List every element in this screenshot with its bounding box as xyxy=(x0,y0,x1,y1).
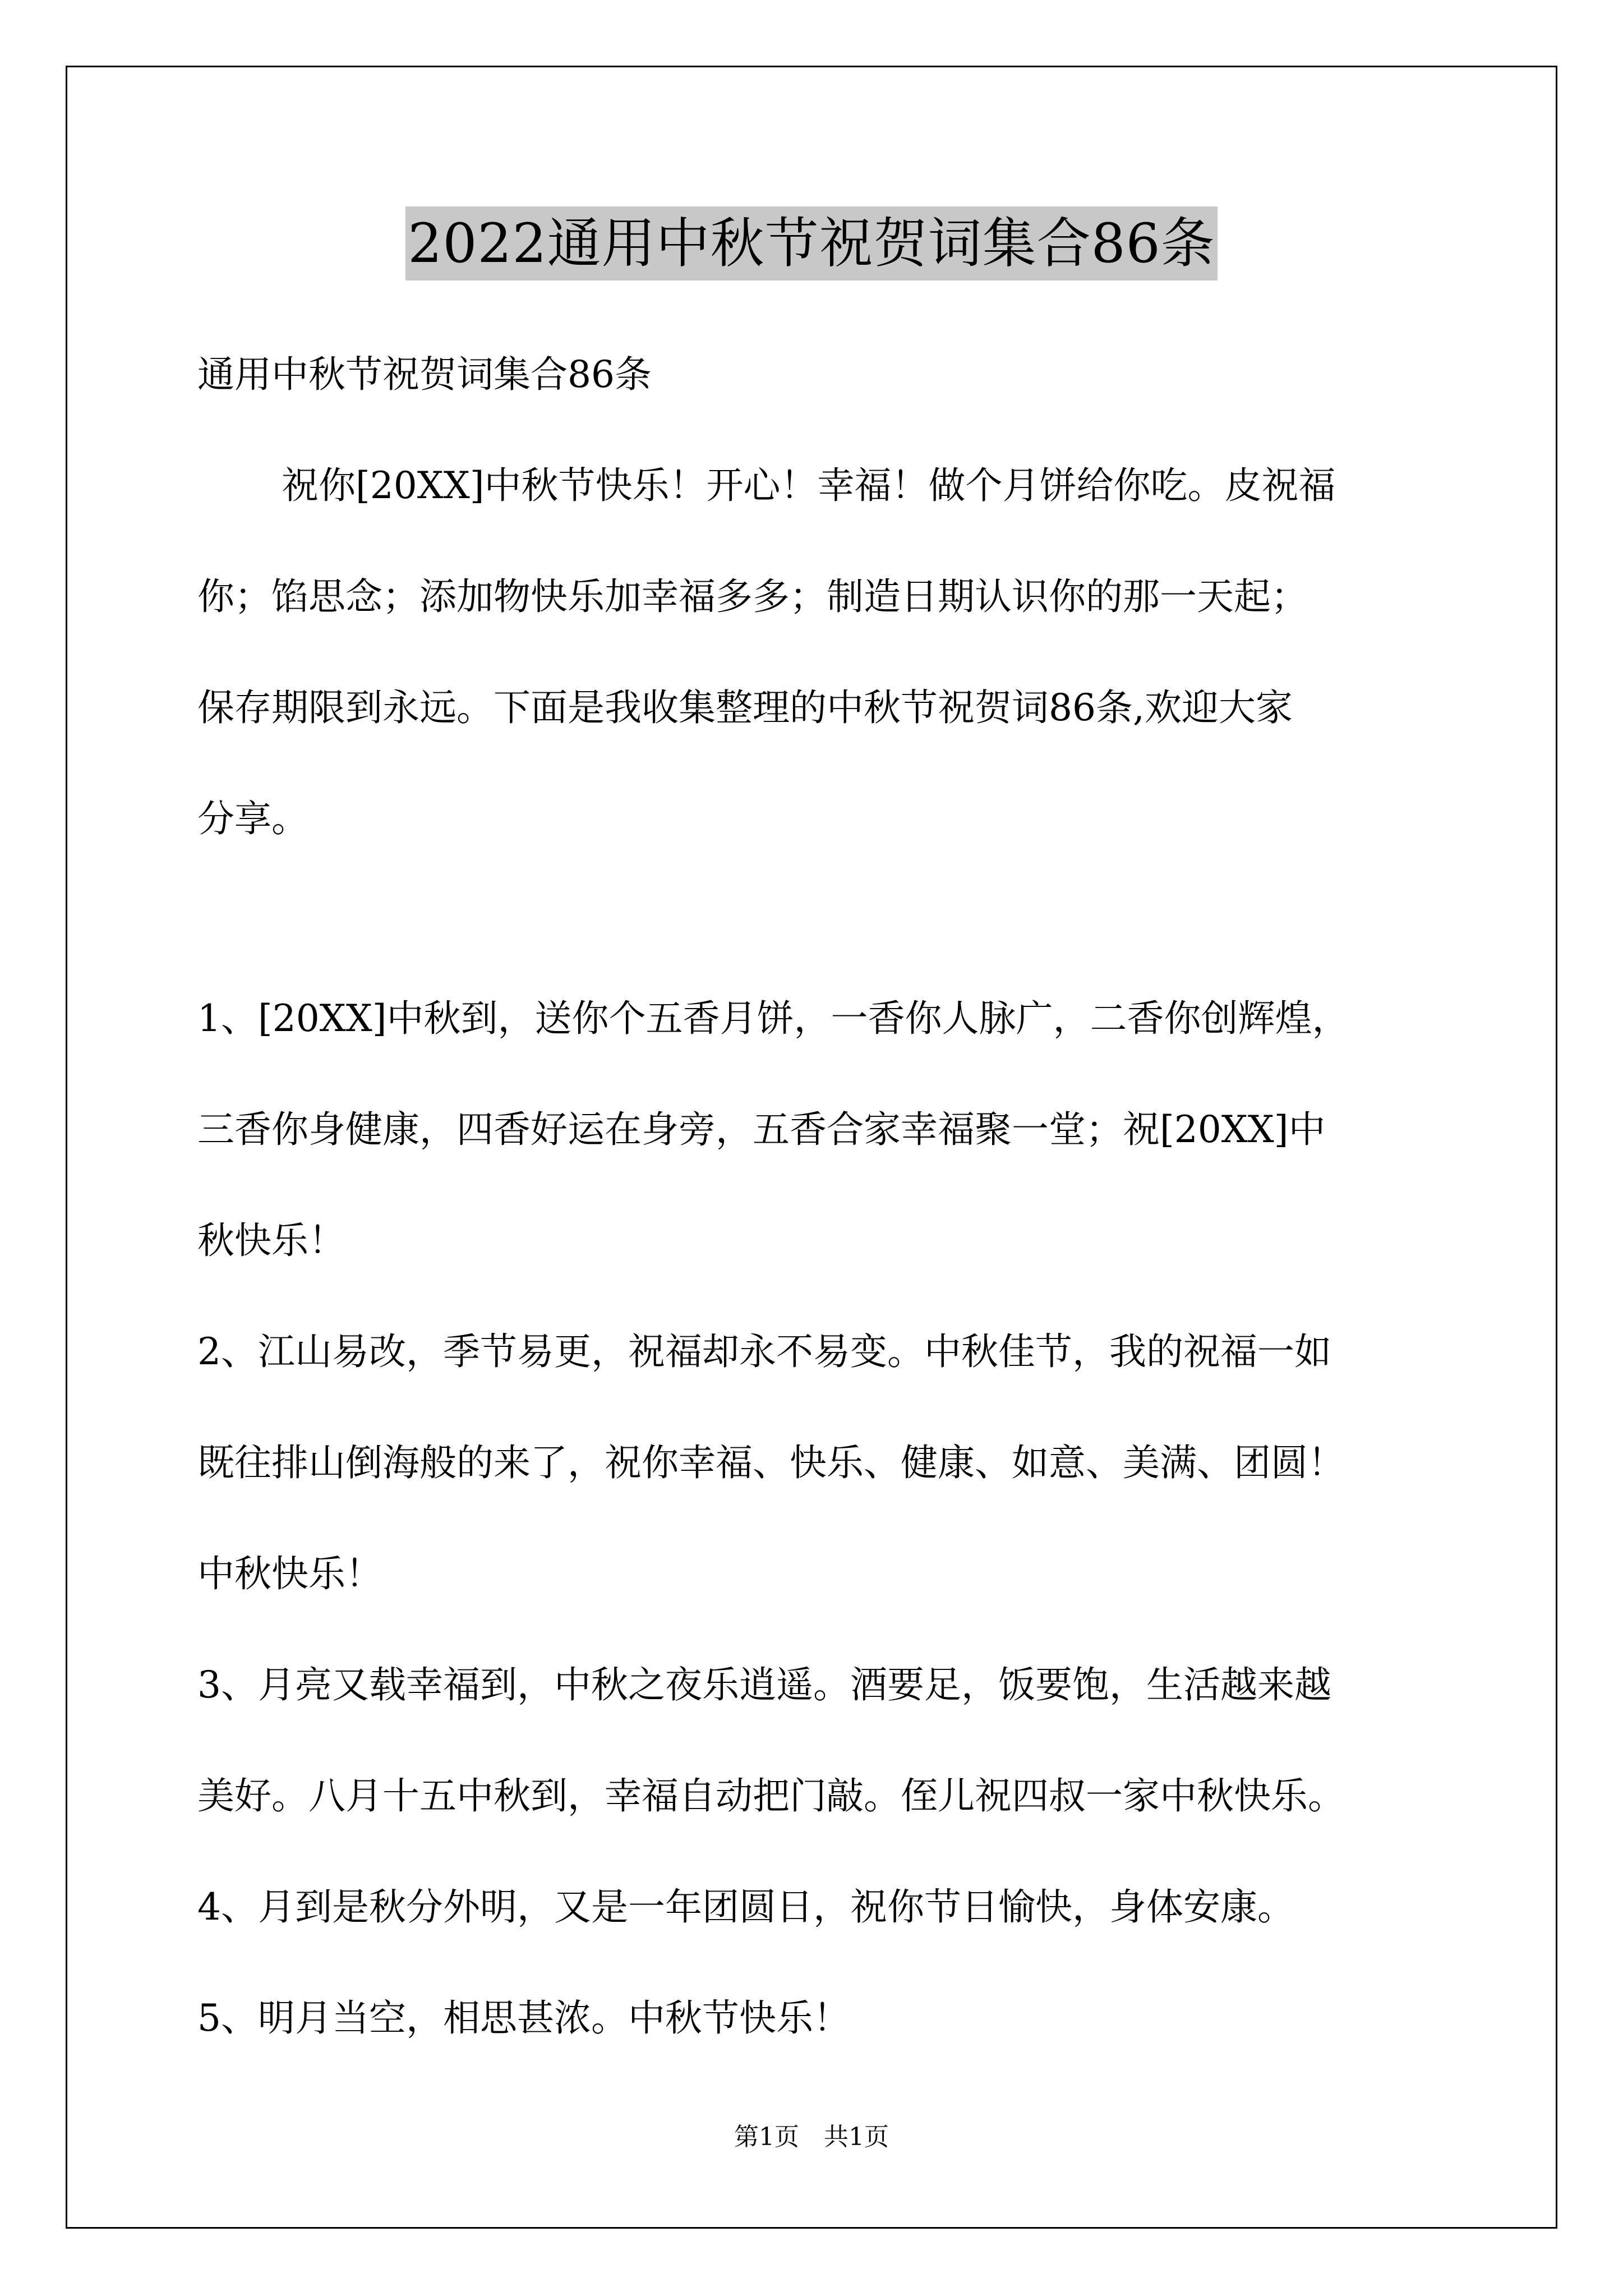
list-item-line: 3、月亮又载幸福到，中秋之夜乐逍遥。酒要足，饭要饱，生活越来越 xyxy=(197,1663,1331,1706)
list-item-line: 1、[20XX]中秋到，送你个五香月饼，一香你人脉广，二香你创辉煌， xyxy=(197,997,1349,1040)
intro-line: 分享。 xyxy=(197,797,308,840)
document-subtitle: 通用中秋节祝贺词集合86条 xyxy=(197,353,652,396)
list-item-line: 秋快乐！ xyxy=(197,1219,345,1262)
list-item-line: 中秋快乐！ xyxy=(197,1552,382,1595)
list-item-line: 三香你身健康，四香好运在身旁，五香合家幸福聚一堂；祝[20XX]中 xyxy=(197,1108,1326,1151)
intro-line: 保存期限到永远。下面是我收集整理的中秋节祝贺词86条,欢迎大家 xyxy=(197,686,1293,729)
list-item-line: 5、明月当空，相思甚浓。中秋节快乐！ xyxy=(197,1996,850,2040)
document-title: 2022通用中秋节祝贺词集合86条 xyxy=(405,206,1217,280)
intro-line: 祝你[20XX]中秋节快乐！开心！幸福！做个月饼给你吃。皮祝福 xyxy=(282,464,1336,507)
intro-line: 你；馅思念；添加物快乐加幸福多多；制造日期认识你的那一天起； xyxy=(197,575,1308,618)
list-item-line: 既往排山倒海般的来了，祝你幸福、快乐、健康、如意、美满、团圆！ xyxy=(197,1441,1345,1484)
page-number-footer: 第1页 共1页 xyxy=(734,2123,889,2151)
title-container xyxy=(0,206,1623,280)
list-item-line: 2、江山易改，季节易更，祝福却永不易变。中秋佳节，我的祝福一如 xyxy=(197,1330,1331,1373)
list-item-line: 美好。八月十五中秋到，幸福自动把门敲。侄儿祝四叔一家中秋快乐。 xyxy=(197,1774,1345,1818)
list-item-line: 4、月到是秋分外明，又是一年团圆日，祝你节日愉快，身体安康。 xyxy=(197,1885,1294,1929)
